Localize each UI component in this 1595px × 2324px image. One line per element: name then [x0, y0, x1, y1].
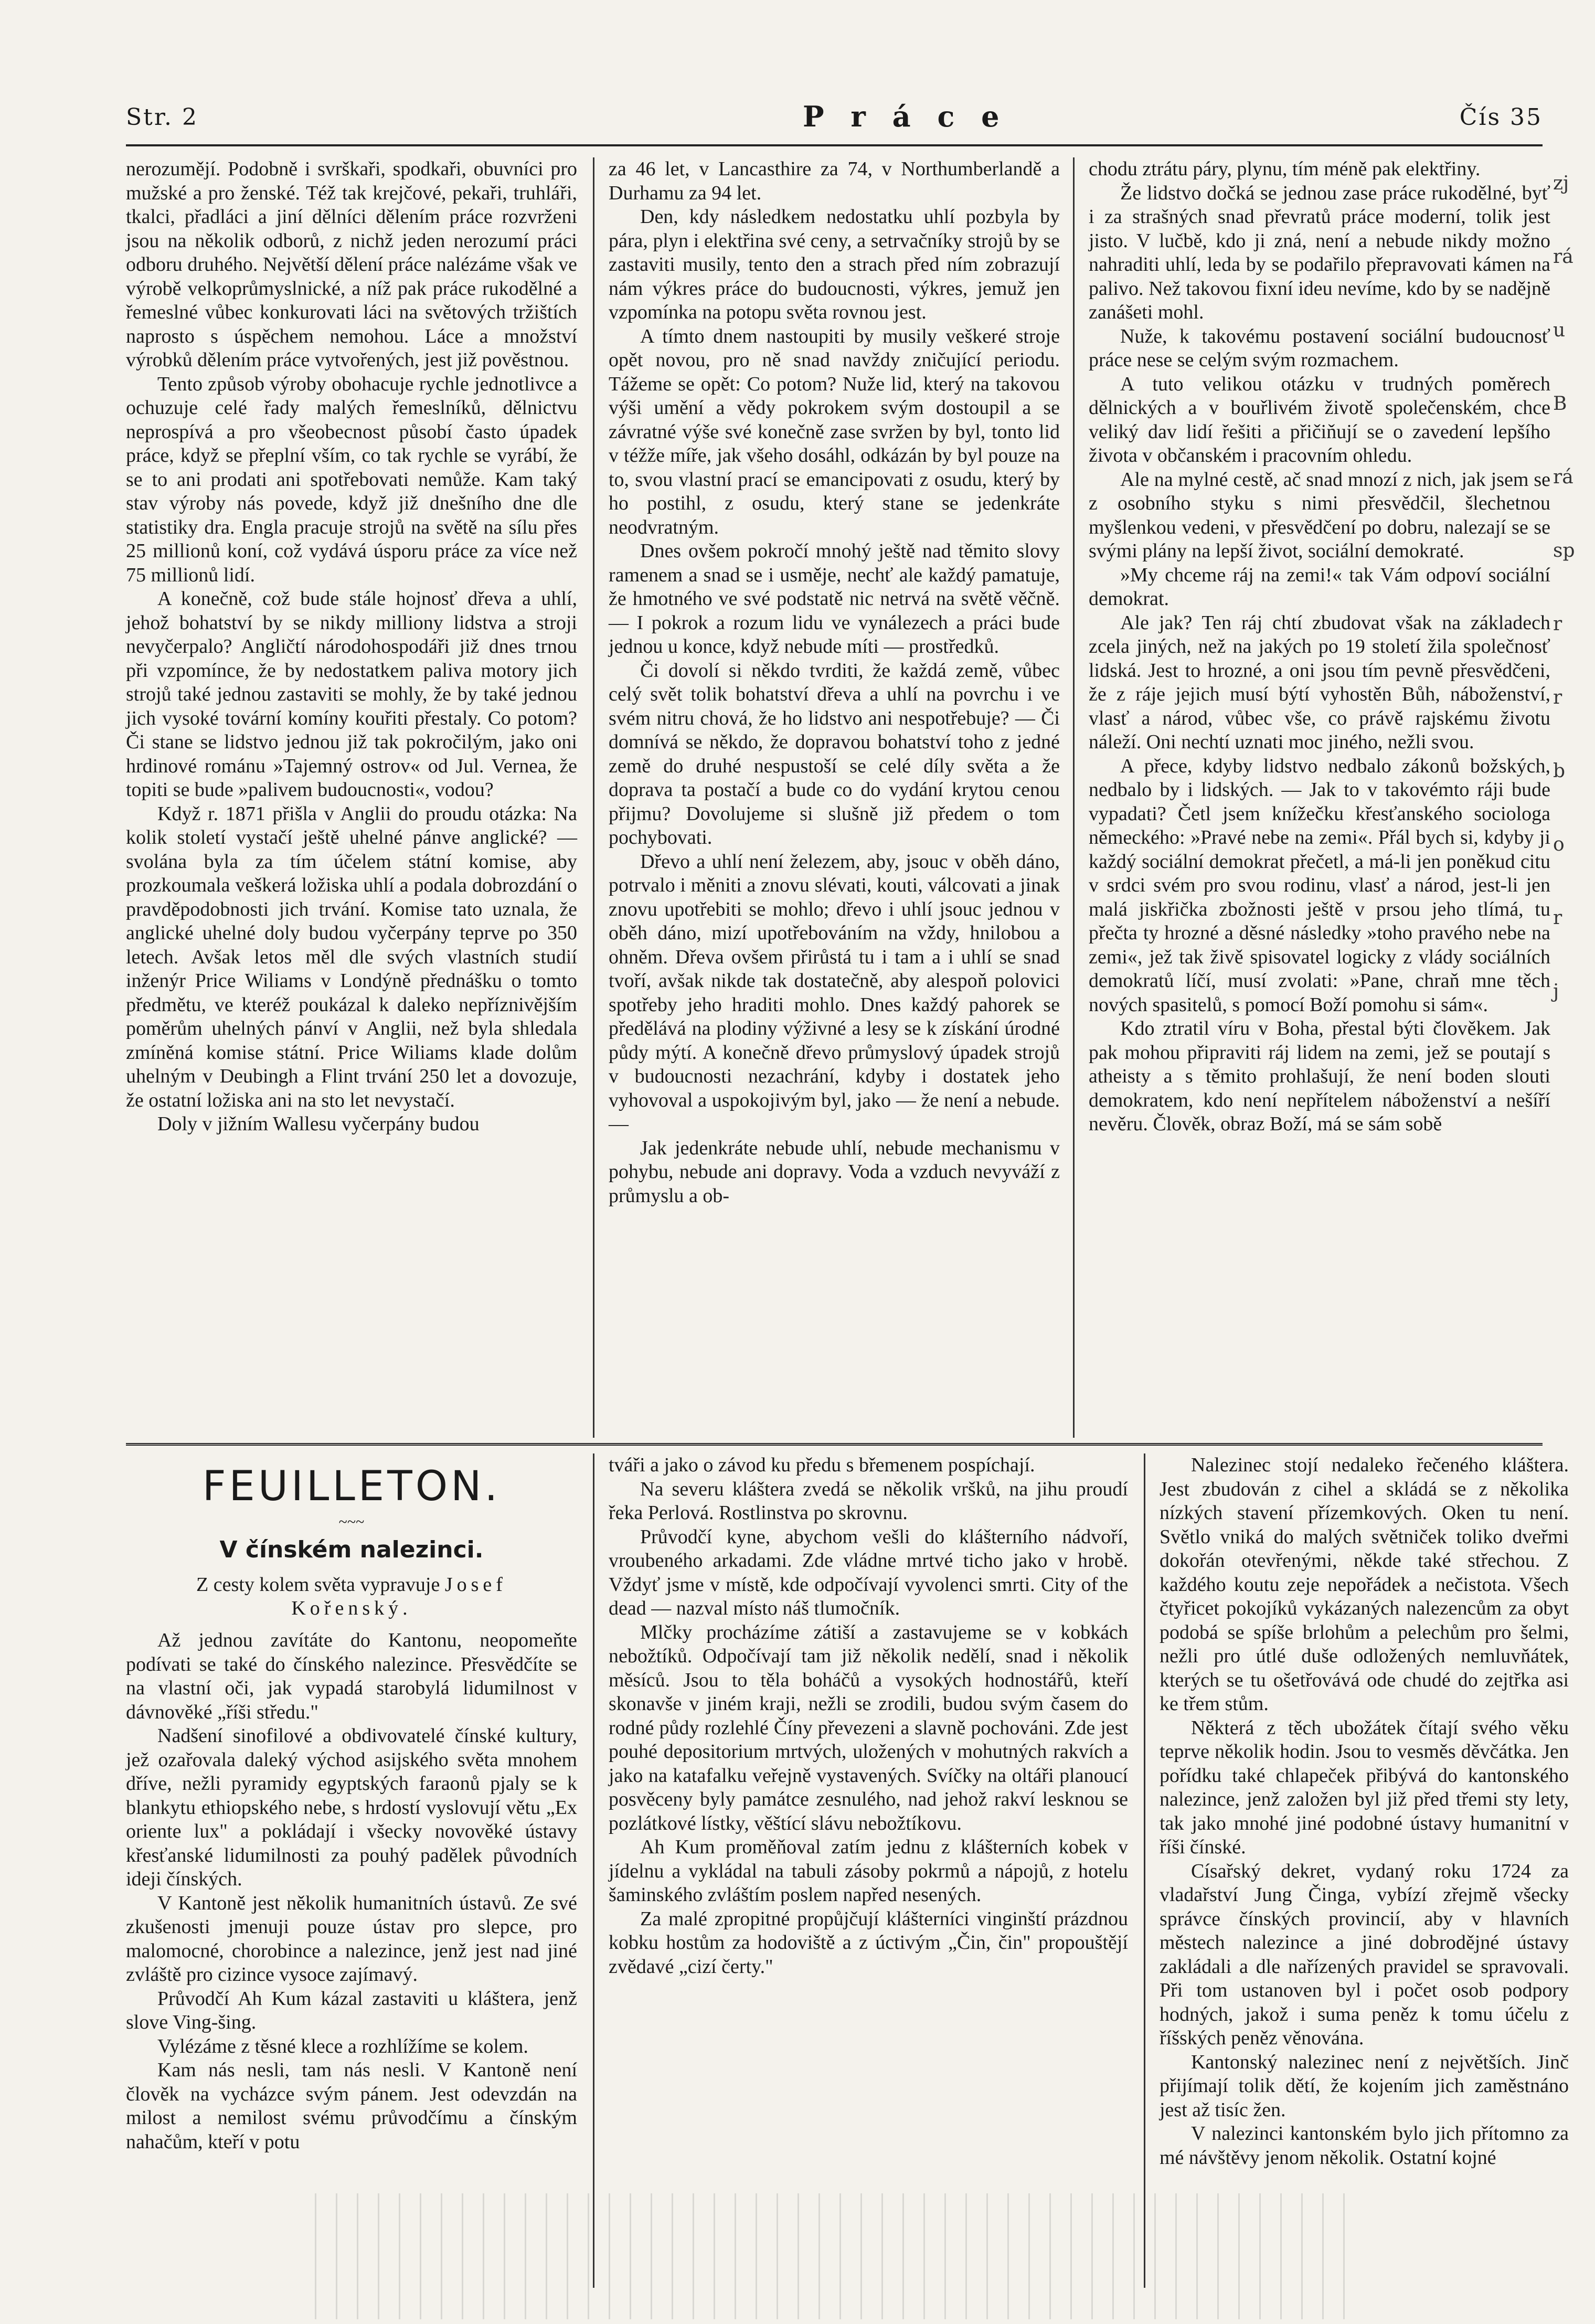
paragraph: nerozumějí. Podobně i svrškaři, spodkaři, obuvníci pro mužské a pro ženské. Též tak krejčové, pekaři, truhláři, tkalci, přadláci a jiní dělníci dělením práce rozvrženi jsou na několik odborů, z nichž jeden nerozumí práci odboru druhého. Největší dělení práce nalézáme však ve výrobě velkoprůmyslnické, a níž pak práce rukodělné a řemeslné vůbec konkurovati láci na světových tržištích naprosto s úspěchem nemohou. Láce a množství výrobků dělením práce vytvořených, jest již pověstnou. [126, 158, 577, 371]
paragraph: Na severu kláštera zvedá se několik vršků, na jihu proudí řeka Perlová. Rostlinstva po skrovnu. [609, 1478, 1128, 1524]
paragraph: Dřevo a uhlí není železem, aby, jsouc v oběh dáno, potrvalo i měniti a znovu slévati, kouti, válcovati a jinak znovu upotřebiti se mohlo; dřevo i uhlí jsouc jednou v oběh dáno, mizí upotřebováním na vždy, hnilobou a ohněm. Dřeva ovšem přirůstá tu i tam a i uhlí se snad tvoří, avšak nikde tak dostatečně, aby alespoň polovici spotřeby jeho hraditi mohlo. Dnes každý pahorek se předělává na plodiny výživné a lesy se k získání úrodné půdy mýtí. A konečně dřevo průmyslový úpadek strojů v budoucnosti nezachrání, kdyby i dostatek jeho vyhovoval a uspokojivým byl, jako — že není a nebude. — [609, 850, 1060, 1135]
paragraph: A přece, kdyby lidstvo nedbalo zákonů božských, nedbalo by i lidských. — Jak to v takovémto ráji bude vypadati? Četl jsem knížečku křesťanského sociologa německého: »Pravé nebe na zemi«. Přál bych si, kdyby ji každý sociální demokrat přečetl, a má-li jen poněkud citu v srdci svém pro svou rodinu, vlasť a národ, jest-li jen malá jiskřička zbožnosti ještě v prsou jeho tlímá, tu přečta ty hrozné a děsné následky »toho pravého nebe na zemi«, jež tak živě spisovatel logicky z vlády sociálních demokratů líčí, musí zvolati: »Pane, chraň mne těch nových spasitelů, s pomocí Boží pomohu si sám«. [1089, 755, 1550, 1016]
ornament: ~~~ [338, 1513, 365, 1531]
feuilleton-heading: FEUILLETON. [202, 1463, 501, 1510]
paragraph: Kam nás nesli, tam nás nesli. V Kantoně není člověk na vycházce svým pánem. Jest odevzdán na milost a nemilost svému průvodčímu a čínským nahačům, kteří v potu [126, 2059, 577, 2153]
paragraph: Kdo ztratil víru v Boha, přestal býti člověkem. Jak pak mohou připraviti ráj lidem na zemi, jež se poutají s atheisty a s těmito prohlašují, že není boden slouti demokratem, kdo není nepřítelem náboženství a nešíří nevěru. Člověk, obraz Boží, má se sám sobě [1089, 1017, 1550, 1135]
edge-fragment: zj [1553, 173, 1569, 194]
paragraph: Průvodčí kyne, abychom vešli do klášterního nádvoří, vroubeného arkadami. Zde vládne mrtvé ticho jako v hrobě. Vždyť jsme v místě, kde odpočívají vyvolenci smrti. City of the dead — nazval místo náš tlumočník. [609, 1525, 1128, 1619]
edge-fragment: j [1553, 981, 1559, 1002]
edge-fragment: o [1553, 834, 1565, 855]
page-number: Str. 2 [126, 104, 198, 131]
paragraph: »My chceme ráj na zemi!« tak Vám odpoví sociální demokrat. [1089, 564, 1550, 610]
paragraph: V nalezinci kantonském bylo jich přítomno za mé návštěvy jenom několik. Ostatní kojné [1160, 2123, 1569, 2169]
article-column-3 [1089, 157, 1550, 1432]
paragraph: Až jednou zavítáte do Kantonu, neopomeňte podívati se také do čínského nalezince. Přesvědčíte se na vlastní oči, jak vypadá starobylá lidumilnost v dávnověké „říši středu." [126, 1629, 577, 1723]
paragraph: Nadšení sinofilové a obdivovatelé čínské kultury, jež ozařovala daleký východ asijského světa mnohem dříve, nežli pyramidy egyptských faraonů pjaly se k blankytu ethiopského nebe, s hrdostí vyslovují větu „Ex oriente lux" a pokládají i všecky novověké ústavy křesťanské lidumilnosti za pouhý padělek původních ideji čínských. [126, 1725, 577, 1890]
column-rule [593, 1453, 594, 2288]
paragraph: Nuže, k takovému postavení sociální budoucnosť práce nese se celým svým rozmachem. [1089, 325, 1550, 371]
header-rule [126, 144, 1543, 146]
paragraph: Ah Kum proměňoval zatím jednu z klášterních kobek v jídelnu a vykládal na tabuli zásoby pokrmů a nápojů, z hotelu šaminského zvláštím poslem napřed nesených. [609, 1836, 1128, 1906]
paragraph: Císařský dekret, vydaný roku 1724 za vladařství Jung Činga, vybízí zřejmě všecky správce čínských provincií, aby v hlavních městech nalezince a jiné dobrodějné ústavy zakládali a dle nařízených pravidel se spravovali. Při tom ustanoven byl i počet osob podpory hodných, jakož i suma peněz k tomu účelu z říšských peněz věnována. [1160, 1860, 1569, 2049]
edge-fragment: B [1553, 393, 1567, 415]
article-column-2 [609, 157, 1060, 1432]
paragraph: Že lidstvo dočká se jednou zase práce rukodělné, byť i za strašných snad převratů práce moderní, tolik jest jisto. V lučbě, kdo ji zná, není a nebude nikdy možno nahraditi uhlí, leda by se podařilo přepravovati kámen na palivo. Než takovou fixní ideu nevíme, kdo by se nadějně zanášeti mohl. [1089, 182, 1550, 323]
article-column-1 [126, 157, 577, 1432]
feuilleton-divider [126, 1443, 1543, 1446]
issue-number: Čís 35 [1459, 104, 1543, 131]
byline-prefix: Z cesty kolem světa vypravuje [196, 1574, 440, 1596]
paragraph: Vylézáme z těsné klece a rozhlížíme se kolem. [157, 2035, 528, 2057]
paragraph: tváři a jako o závod ku předu s břemenem pospíchají. [609, 1454, 1035, 1476]
masthead-title: P r á c e [803, 100, 1008, 133]
paragraph: Jak jedenkráte nebude uhlí, nebude mechanismu v pohybu, nebude ani dopravy. Voda a vzduch nevyváží z průmyslu a ob- [609, 1137, 1060, 1207]
paragraph: Den, kdy následkem nedostatku uhlí pozbyla by pára, plyn i elektřina své ceny, a setrvačníky strojů by se zastaviti musily, tento den a strach před ním zobrazují nám výkres práce do budoucnosti, výkres, jemuž jen vzpomínka na potopu světa rovnou jest. [609, 206, 1060, 323]
byline [126, 1573, 577, 1620]
paragraph: za 46 let, v Lancasthire za 74, v Northumberlandě a Durhamu za 94 let. [609, 158, 1060, 204]
bleed-through-stain [315, 2193, 1364, 2319]
feuilleton-column-1 [126, 1453, 577, 2293]
edge-fragment: u [1553, 320, 1566, 341]
paragraph: Ale jak? Ten ráj chtí zbudovat však na základech zcela jiných, než na jakých po 19 století žila společnosť lidská. Jest to hrozné, a oni jsou tím pevně přesvědčeni, že z ráje jejich musí býtí vyhostěn Bůh, náboženství, vlasť a národ, vůbec vše, co právě rajskému životu náleží. Oni nechtí uznati moc jiného, nežli svou. [1089, 611, 1550, 753]
paragraph: Tento způsob výroby obohacuje rychle jednotlivce a ochuzuje celé řady malých řemeslníků, dělnictvu neprospívá a pro všeobecnost působí často úpadek práce, když se přeplní vším, co tak rychle se vyrábí, že se to ani prodati ani spotřebovati nemůže. Kam taký stav výroby nás povede, když již dnešního dne dle statistiky dra. Engla pracuje strojů na světě na sílu přes 25 millionů koní, což vydává úsporu práce za více než 75 millionů lidí. [126, 373, 577, 586]
paragraph: A tímto dnem nastoupiti by musily veškeré stroje opět novou, pro ně snad navždy zničující periodu. Tážeme se opět: Co potom? Nuže lid, který na takovou výši umění a vědy pokrokem svým dostoupil a se závratné výše své konečně zase svržen by byl, tonto lid v téžže míře, jak všeho dosáhl, odkázán by byl pouze na to, svou vlastní prací se emancipovati z osudu, který by ho postihl, z osudu, který stane se jedenkráte neodvratným. [609, 325, 1060, 538]
paragraph: A konečně, což bude stále hojnosť dřeva a uhlí, jehož bohatství by se nikdy milliony lidstva a stroji nevyčerpalo? Angličtí národohospodáři již dnes trnou při vzpomínce, že by nedostatkem paliva motory jich strojů také jednou zastaviti se mohly, že by také jednou jich vysoké tovární komíny kouřiti přestaly. Co potom? Či stane se lidstvo jednou již tak pokročilým, jako oni hrdinové románu »Tajemný ostrov« od Jul. Vernea, že topiti se bude »palivem budoucnosti«, vodou? [126, 588, 577, 801]
column-rule [1144, 1453, 1145, 2288]
paragraph: Kantonský nalezinec není z největších. Jinč přijímají tolik dětí, že kojením jich zaměstnáno jest až tisíc žen. [1160, 2051, 1569, 2121]
feuilleton-column-2 [609, 1453, 1128, 2293]
feuilleton-title: V čínském nalezinci. [219, 1536, 484, 1563]
paragraph: V Kantoně jest několik humanitních ústavů. Ze své zkušenosti jmenuji pouze ústav pro slepce, pro malomocné, chorobince a nalezince, jenž jest nad jiné zvláště pro cizince vysoce zajímavý. [126, 1892, 577, 1986]
feuilleton-column-3 [1160, 1453, 1569, 2293]
edge-fragment: b [1553, 760, 1566, 782]
paragraph: Průvodčí Ah Kum kázal zastaviti u kláštera, jenž slove Ving-šing. [126, 1987, 577, 2033]
paragraph: Dnes ovšem pokročí mnohý ještě nad těmito slovy ramenem a snad se i usměje, nechť ale každý pamatuje, že hmotného ve své podstatě nic netrvá na světě věčně. — I pokrok a rozum lidu ve vynálezech a práci bude jednou u konce, když nebude míti — prostředků. [609, 540, 1060, 657]
edge-fragment: r [1553, 613, 1562, 635]
column-rule [1073, 157, 1075, 1438]
edge-fragment: r [1553, 687, 1562, 708]
paragraph: Doly v jižním Wallesu vyčerpány budou [157, 1113, 480, 1135]
adjacent-page-edge [1553, 147, 1595, 1002]
paragraph: Ale na mylné cestě, ač snad mnozí z nich, jak jsem se z osobního styku s nimi přesvědčil, šlechetnou myšlenkou vedeni, v přesvědčení po dobru, nalezají se se svými plány na lepší život, sociální demokraté. [1089, 468, 1550, 562]
column-rule [593, 157, 594, 1438]
edge-fragment: r [1553, 907, 1562, 929]
edge-fragment: rá [1553, 466, 1573, 488]
page-header [126, 100, 1543, 142]
paragraph: Či dovolí si někdo tvrditi, že každá země, vůbec celý svět tolik bohatství dřeva a uhlí na povrchu i ve svém nitru chová, že ho lidstvo ani nespotřebuje? — Či domnívá se někdo, že dopravou bohatství toho z jedné země do druhé nespustoší se celé díly světa a že doprava ta postačí a bude co do vydání krytou cenou přijmu? Dovolujeme si slušně již předem o tom pochybovati. [609, 659, 1060, 848]
edge-fragment: rá [1553, 246, 1573, 268]
author-name: Josef Kořenský. [291, 1574, 507, 1619]
paragraph: Mlčky procházíme zátiší a zastavujeme se v kobkách nebožtíků. Odpočívají tam již několik nedělí, snad i několik měsíců. Jsou to těla boháčů a vysokých hodnostářů, kteří skonavše v jiném kraji, nežli se zrodili, budou svým časem do rodné půdy rozlehlé Číny převezeni a slavně pochováni. Zde jest pouhé depositorium mrtvých, uložených v mohutných rakvích a jako na katafalku veřejně vystavených. Svíčky na oltáři planoucí posvěceny byly památce zesnulého, nad jehož rakví lesknou se pozlátkové lístky, věštící slávu nebožtíkovu. [609, 1621, 1128, 1834]
paragraph: Za malé zpropitné propůjčují klášterníci vinginští prázdnou kobku hostům za hodoviště a z úctivým „Čin, čin" propouštějí zvědavé „cizí čerty." [609, 1907, 1128, 1978]
paragraph: Když r. 1871 přišla v Anglii do proudu otázka: Na kolik století vystačí ještě uhelné pánve anglické? — svolána byla za tím účelem státní komise, aby prozkoumala veškerá ložiska uhlí a podala dobrozdání o pravděpodobnosti jich trvání. Komise tato uznala, že anglické uhelné doly budou vyčerpány teprve po 350 letech. Avšak letos měl dle svých vlastních studií inženýr Price Wiliams v Londýně přednášku o tomto předmětu, ve kteréž poukázal k daleko nepříznivějším poměrům uhelných pánví v Anglii, než byla shledala zmíněná komise státní. Price Wiliams klade dolům uhelným v Deubingh a Flint trvání 250 let a dovozuje, že ostatní ložiska ani na sto let nevystačí. [126, 802, 577, 1111]
paragraph: chodu ztrátu páry, plynu, tím méně pak elektřiny. [1089, 158, 1481, 180]
paragraph: Některá z těch ubožátek čítají svého věku teprve několik hodin. Jsou to vesměs děvčátka. Jen pořídku také chlapeček přibývá do kantonského nalezince, jenž založen byl již před třemi sty lety, tak jako mnohé jiné podobné ústavy humanitní v říši čínské. [1160, 1716, 1569, 1858]
paragraph: Nalezinec stojí nedaleko řečeného kláštera. Jest zbudován z cihel a skládá se z několika nízkých stavení přízemkových. Oken tu není. Světlo vniká do malých světniček toliko dveřmi dokořán otevřenými, někde také střechou. Z každého koutu zeje nepořádek a nečistota. Všech čtyřicet pokojíků vykázaných nalezencům za obyt podobá se spíše brlohům a pelechům pro šelmi, nežli pro útlé duše odložených nemluvňátek, kterých se tu ošetřovává ode chudé do zejtřka asi ke třem stům. [1160, 1454, 1569, 1715]
paragraph: A tuto velikou otázku v trudných poměrech dělnických a v bouřlivém životě společenském, chce veliký dav lidí řešiti a přičiňují se o zavedení lepšího života v občanském i pracovním ohledu. [1089, 373, 1550, 466]
edge-fragment: sp [1553, 540, 1575, 561]
